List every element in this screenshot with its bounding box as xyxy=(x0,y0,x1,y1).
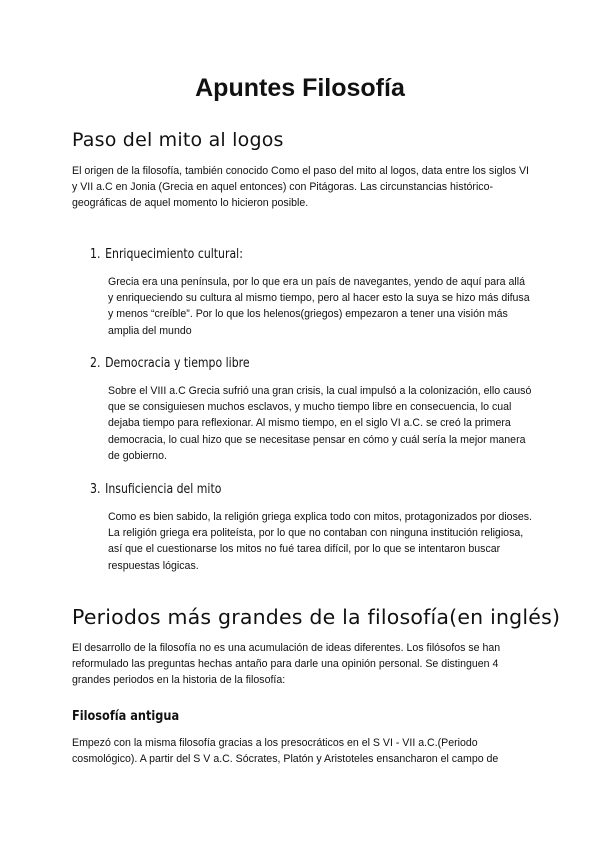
document-title: Apuntes Filosofía xyxy=(195,74,405,102)
list-item-heading-3 xyxy=(90,480,221,500)
list-item-paragraph-1: Grecia era una península, por lo que era un país de navegantes, yendo de aquí para allá y enriqueciendo su cultura al mismo tiempo, pero al hacer esto la suya se hizo más difusa y menos “creíble”. Por lo que los helenos(griegos) empezaron a tener una visión más amplia del mundo xyxy=(108,276,530,337)
list-item-paragraph-3: Como es bien sabido, la religión griega explica todo con mitos, protagonizados por dioses. La religión griega era politeísta, por lo que no contaban con ninguna institución religiosa, así que el cuestionarse los mitos no fué tarea difícil, por lo que se intentaron buscar respuestas lógicas. xyxy=(108,511,532,572)
list-number-3: 3. xyxy=(90,482,101,497)
section2-intro-paragraph: El desarrollo de la filosofía no es una acumulación de ideas diferentes. Los filósofos se han reformulado las preguntas hechas antaño para darle una opinión personal. Se distinguen 4 grandes periodos en la historia de la filosofía: xyxy=(72,642,501,687)
list-item-heading-2 xyxy=(90,354,250,374)
section1-intro-paragraph: El origen de la filosofía, también conocido Como el paso del mito al logos, data entre los siglos VI y VII a.C en Jonia (Grecia en aquel entonces) con Pitágoras. Las circunstancias histórico-geográficas de aquel momento lo hicieron posible. xyxy=(72,165,529,210)
list-item-heading-1 xyxy=(90,245,243,265)
section-heading-periodos: Periodos más grandes de la filosofía(en inglés) xyxy=(72,605,561,629)
section-heading-mito-logos: Paso del mito al logos xyxy=(72,129,284,151)
subsection-paragraph-filosofia-antigua: Empezó con la misma filosofía gracias a los presocráticos en el S VI - VII a.C.(Periodo cosmológico). A partir del S V a.C. Sócrates, Platón y Aristoteles ensancharon el campo de xyxy=(72,737,499,766)
list-number-1: 1. xyxy=(90,247,101,262)
list-number-2: 2. xyxy=(90,356,101,371)
list-title-2: Democracia y tiempo libre xyxy=(105,356,250,371)
list-title-3: Insuficiencia del mito xyxy=(105,482,222,497)
list-title-1: Enriquecimiento cultural: xyxy=(105,247,243,262)
list-item-paragraph-2: Sobre el VIII a.C Grecia sufrió una gran crisis, la cual impulsó a la colonización, ello causó que se consiguiesen muchos esclavos, y mucho tiempo libre en consecuencia, lo cual dejaba tiempo para reflexionar. Al mismo tiempo, en el siglo VI a.C. se creó la primera democracia, lo cual hizo que se necesitase pensar en cómo y cuál sería la mejor manera de gobierno. xyxy=(108,385,532,462)
subsection-heading-filosofia-antigua: Filosofía antigua xyxy=(72,708,180,724)
